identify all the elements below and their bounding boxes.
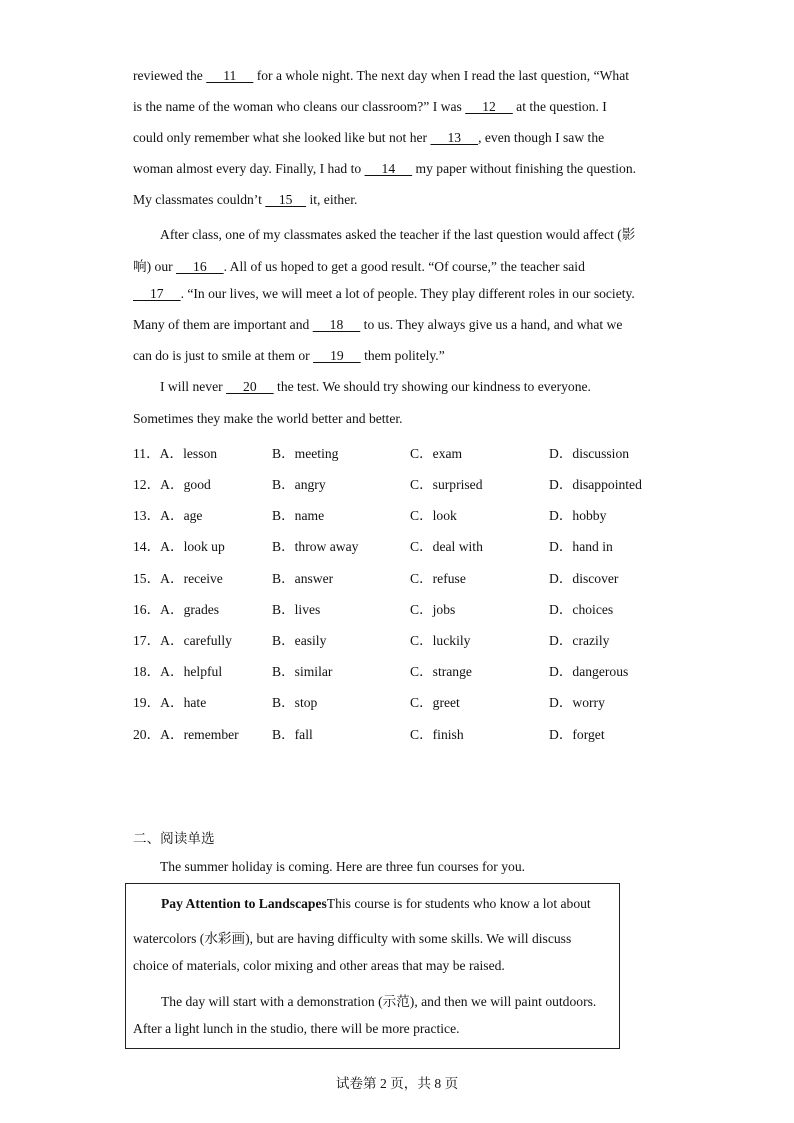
option-b: B．angry bbox=[272, 477, 326, 492]
passage-line bbox=[133, 68, 629, 84]
option-c: C．look bbox=[410, 508, 457, 523]
blank-13: 13 bbox=[430, 130, 479, 145]
option-a: 20．A．remember bbox=[133, 727, 239, 742]
option-c: C．strange bbox=[410, 664, 472, 679]
text: for a whole night. The next day when I read the last question, “What bbox=[253, 68, 630, 83]
option-d: D．hand in bbox=[549, 539, 613, 554]
blank-17: 17 bbox=[133, 286, 181, 301]
blank-15: 15 bbox=[265, 192, 307, 207]
option-b: B．stop bbox=[272, 695, 318, 710]
option-a: 19．A．hate bbox=[133, 695, 207, 710]
blank-16: 16 bbox=[176, 259, 224, 274]
blank-19: 19 bbox=[313, 348, 361, 363]
text: my paper without finishing the question. bbox=[412, 161, 637, 176]
text: . All of us hoped to get a good result. “Of course,” the teacher said bbox=[223, 259, 585, 274]
text: could only remember what she looked like but not her bbox=[133, 130, 431, 145]
passage-line bbox=[133, 130, 604, 146]
option-a: 11．A．lesson bbox=[133, 446, 218, 461]
text: After class, one of my classmates asked the teacher if the last question would affect (影 bbox=[160, 227, 636, 242]
page-footer: 试卷第 2 页，共 8 页 bbox=[335, 1076, 459, 1091]
passage-line bbox=[133, 317, 622, 333]
option-a: 13．A．age bbox=[133, 508, 203, 523]
blank-11: 11 bbox=[206, 68, 254, 83]
option-b: B．name bbox=[272, 508, 325, 523]
option-c: C．greet bbox=[410, 695, 460, 710]
passage-line bbox=[133, 348, 445, 364]
option-c: C．luckily bbox=[410, 633, 471, 648]
passage-line bbox=[133, 411, 403, 427]
blank-18: 18 bbox=[312, 317, 361, 332]
text: Many of them are important and bbox=[133, 317, 313, 332]
text: 响) our bbox=[133, 259, 177, 274]
option-a: 12．A．good bbox=[133, 477, 211, 492]
text: This course is for students who know a lot about bbox=[326, 896, 591, 911]
passage-line bbox=[160, 379, 591, 395]
option-d: D．discussion bbox=[549, 446, 630, 461]
course-title: Pay Attention to Landscapes bbox=[161, 896, 327, 911]
option-b: B．easily bbox=[272, 633, 327, 648]
text: Sometimes they make the world better and better. bbox=[133, 411, 403, 426]
passage-line bbox=[133, 255, 585, 275]
course-line: After a light lunch in the studio, there will be more practice. bbox=[133, 1021, 460, 1036]
section-title: 二、阅读单选 bbox=[133, 831, 215, 846]
passage-line bbox=[160, 223, 635, 243]
option-b: B．similar bbox=[272, 664, 333, 679]
option-d: D．crazily bbox=[549, 633, 610, 648]
blank-14: 14 bbox=[364, 161, 413, 176]
passage-line bbox=[133, 192, 357, 208]
option-a: 16．A．grades bbox=[133, 602, 220, 617]
course-line: watercolors (水彩画), but are having difficulty with some skills. We will discuss bbox=[133, 931, 572, 946]
option-d: D．forget bbox=[549, 727, 605, 742]
option-c: C．exam bbox=[410, 446, 463, 461]
text: My classmates couldn’t bbox=[133, 192, 266, 207]
option-b: B．lives bbox=[272, 602, 321, 617]
blank-20: 20 bbox=[226, 379, 274, 394]
text: the test. We should try showing our kindness to everyone. bbox=[273, 379, 591, 394]
course-line: The day will start with a demonstration (示范), and then we will paint outdoors. bbox=[161, 994, 597, 1009]
course-line bbox=[161, 896, 591, 912]
text: . “In our lives, we will meet a lot of people. They play different roles in our society. bbox=[180, 286, 635, 301]
text: reviewed the bbox=[133, 68, 207, 83]
course-box bbox=[125, 883, 620, 1049]
option-a: 17．A．carefully bbox=[133, 633, 232, 648]
text: can do is just to smile at them or bbox=[133, 348, 314, 363]
passage-line bbox=[133, 99, 607, 115]
text: , even though I saw the bbox=[478, 130, 605, 145]
text: is the name of the woman who cleans our classroom?” I was bbox=[133, 99, 466, 114]
option-d: D．dangerous bbox=[549, 664, 629, 679]
option-d: D．hobby bbox=[549, 508, 607, 523]
option-d: D．discover bbox=[549, 571, 619, 586]
text: woman almost every day. Finally, I had to bbox=[133, 161, 365, 176]
option-b: B．meeting bbox=[272, 446, 339, 461]
option-a: 18．A．helpful bbox=[133, 664, 223, 679]
passage-line bbox=[133, 286, 635, 302]
option-b: B．throw away bbox=[272, 539, 359, 554]
option-c: C．jobs bbox=[410, 602, 456, 617]
option-d: D．disappointed bbox=[549, 477, 642, 492]
option-d: D．worry bbox=[549, 695, 605, 710]
option-c: C．finish bbox=[410, 727, 464, 742]
option-c: C．surprised bbox=[410, 477, 483, 492]
blank-12: 12 bbox=[465, 99, 513, 114]
text: I will never bbox=[160, 379, 227, 394]
text: to us. They always give us a hand, and what we bbox=[360, 317, 623, 332]
option-b: B．fall bbox=[272, 727, 313, 742]
option-d: D．choices bbox=[549, 602, 614, 617]
option-b: B．answer bbox=[272, 571, 334, 586]
text: it, either. bbox=[306, 192, 358, 207]
text: them politely.” bbox=[360, 348, 445, 363]
text: at the question. I bbox=[512, 99, 607, 114]
passage-line bbox=[133, 161, 636, 177]
reading-intro: The summer holiday is coming. Here are three fun courses for you. bbox=[160, 859, 526, 874]
option-c: C．deal with bbox=[410, 539, 483, 554]
option-c: C．refuse bbox=[410, 571, 466, 586]
course-line: choice of materials, color mixing and other areas that may be raised. bbox=[133, 958, 505, 973]
option-a: 15．A．receive bbox=[133, 571, 223, 586]
option-a: 14．A．look up bbox=[133, 539, 225, 554]
